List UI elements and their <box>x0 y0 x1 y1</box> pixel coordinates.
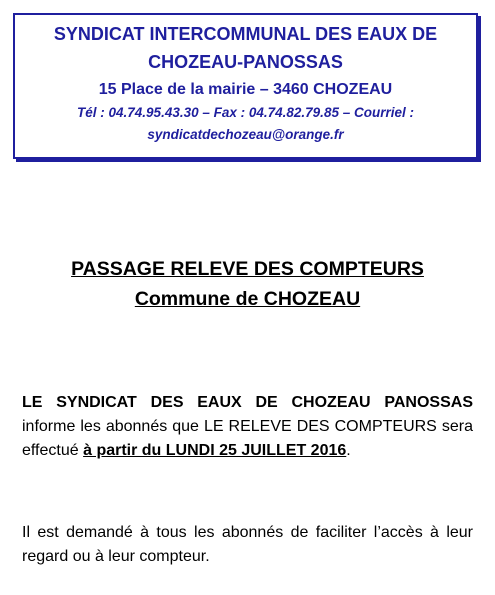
notice-paragraph-1 <box>22 391 473 463</box>
reading-date-emphasis: à partir du LUNDI 25 JUILLET 2016 <box>83 442 347 459</box>
title-line1: PASSAGE RELEVE DES COMPTEURS <box>71 258 424 280</box>
org-contact-email: syndicatdechozeau@orange.fr <box>147 127 344 142</box>
notice-paragraph-2 <box>22 521 473 569</box>
syndicate-name-bold: LE SYNDICAT DES EAUX DE CHOZEAU PANOSSAS <box>22 394 473 411</box>
title-line2: Commune de CHOZEAU <box>134 288 361 310</box>
org-contact-phone-fax: Tél : 04.74.95.43.30 – Fax : 04.74.82.79.85 – Courriel : <box>77 105 414 120</box>
paragraph1-end: . <box>346 442 351 459</box>
paragraph2-text: Il est demandé à tous les abonnés de faciliter l’accès à leur regard ou à leur compteur. <box>22 524 473 565</box>
notice-title <box>0 254 495 314</box>
letterhead-box <box>13 13 478 159</box>
org-name-line1: SYNDICAT INTERCOMMUNAL DES EAUX DE <box>53 24 438 44</box>
paragraph1-text: informe les abonnés que LE RELEVE DES COMPTEURS sera effectué <box>22 418 473 459</box>
org-name-line2: CHOZEAU-PANOSSAS <box>148 52 343 72</box>
org-address: 15 Place de la mairie – 3460 CHOZEAU <box>98 81 393 98</box>
